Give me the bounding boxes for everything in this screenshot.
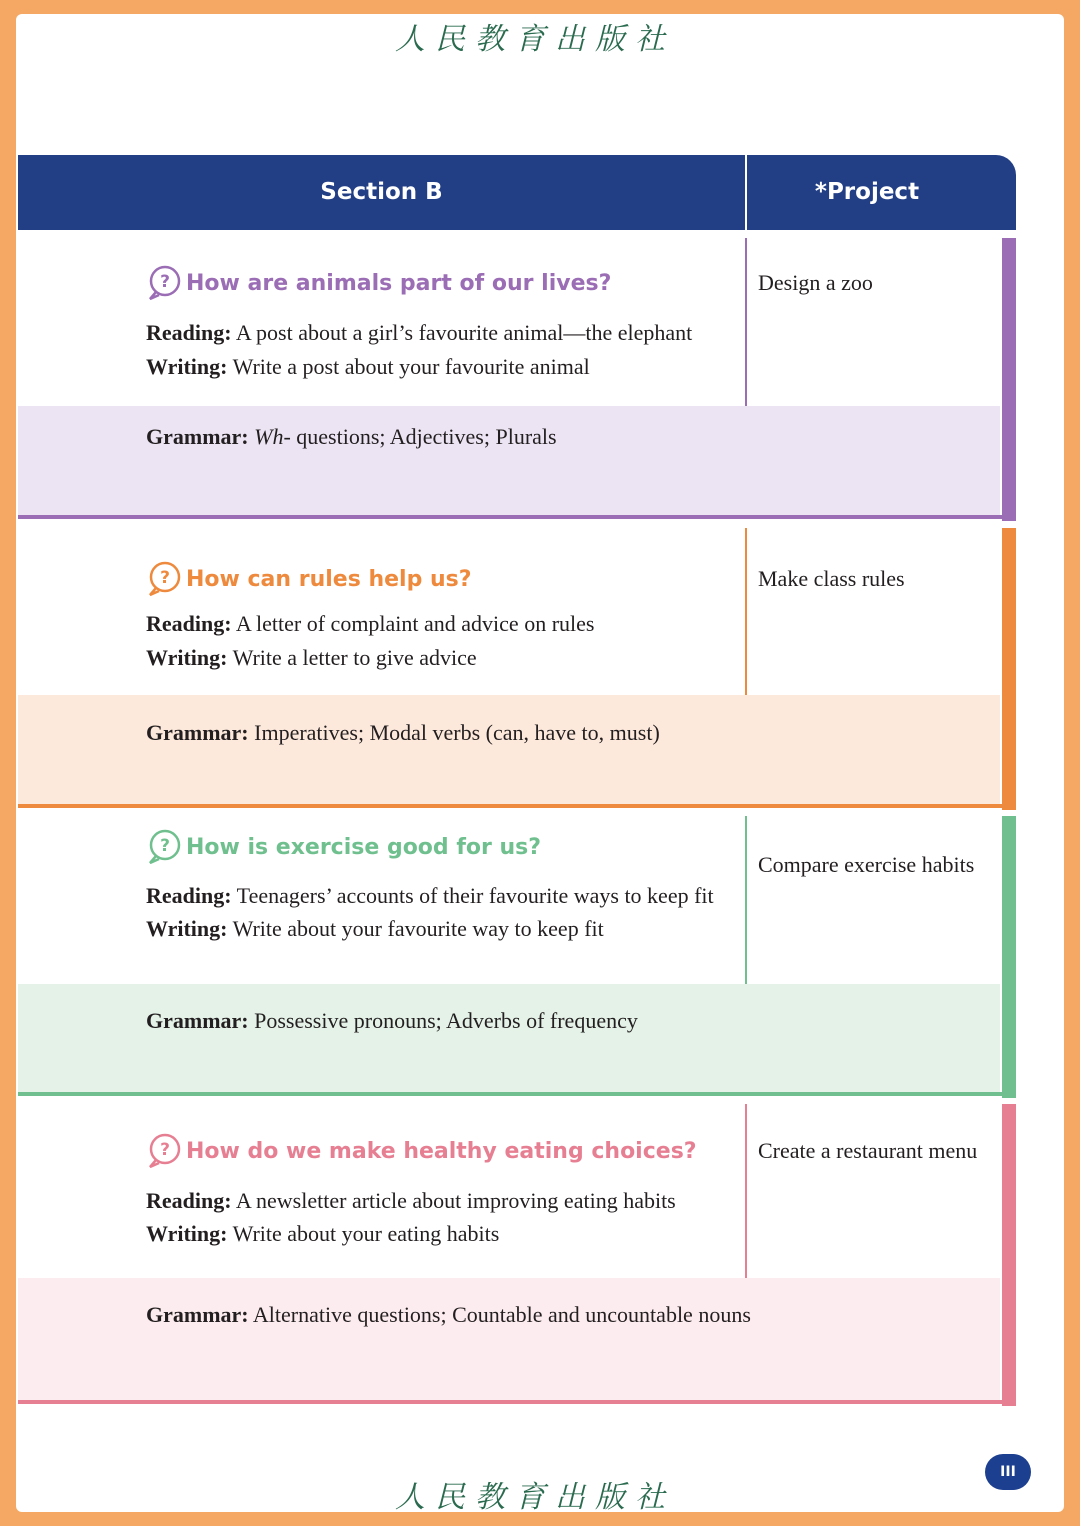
publisher-watermark-top: 人民教育出版社 [395, 22, 675, 57]
project-text: Compare exercise habits [758, 852, 975, 877]
unit-color-bar [1002, 238, 1016, 521]
column-divider [745, 1104, 747, 1278]
reading-line: Reading: A letter of complaint and advice on rules [146, 611, 595, 636]
question-bubble-icon [146, 1132, 182, 1170]
unit-bottom-line [18, 515, 1016, 519]
question-bubble-icon [146, 560, 182, 598]
column-divider [745, 528, 747, 695]
grammar-band [18, 406, 1000, 517]
unit-question: ? How do we make healthy eating choices? [146, 1132, 697, 1170]
unit-row [18, 1104, 1016, 1406]
unit-bottom-line [18, 804, 1016, 808]
unit-row [18, 816, 1016, 1098]
svg-text:?: ? [160, 1140, 170, 1160]
grammar-band [18, 695, 1000, 806]
grammar-band [18, 1278, 1000, 1402]
unit-color-bar [1002, 816, 1016, 1098]
column-divider [745, 238, 747, 406]
svg-text:?: ? [160, 836, 170, 856]
grammar-line: Grammar: Imperatives; Modal verbs (can, have to, must) [146, 720, 660, 745]
grammar-line: Grammar: Wh- questions; Adjectives; Plurals [146, 424, 557, 449]
writing-line: Writing: Write a post about your favourite animal [146, 354, 590, 379]
project-text: Create a restaurant menu [758, 1138, 978, 1163]
unit-row [18, 238, 1016, 521]
column-divider [745, 816, 747, 984]
unit-bottom-line [18, 1092, 1016, 1096]
grammar-line: Grammar: Alternative questions; Countable and uncountable nouns [146, 1302, 751, 1327]
question-bubble-icon [146, 264, 182, 302]
publisher-watermark-bottom: 人民教育出版社 [395, 1480, 675, 1515]
project-text: Make class rules [758, 566, 905, 591]
unit-question: ? How is exercise good for us? [146, 828, 541, 866]
unit-color-bar [1002, 1104, 1016, 1406]
svg-text:?: ? [160, 272, 170, 292]
writing-line: Writing: Write about your favourite way to keep fit [146, 916, 604, 941]
reading-line: Reading: A newsletter article about improving eating habits [146, 1188, 676, 1213]
header-section-b: Section B [320, 179, 443, 205]
unit-question: ? How can rules help us? [146, 560, 472, 598]
writing-line: Writing: Write a letter to give advice [146, 645, 477, 670]
svg-text:?: ? [160, 568, 170, 588]
page-number-badge: III [985, 1454, 1031, 1490]
reading-line: Reading: Teenagers’ accounts of their favourite ways to keep fit [146, 883, 714, 908]
question-bubble-icon [146, 828, 182, 866]
grammar-line: Grammar: Possessive pronouns; Adverbs of frequency [146, 1008, 638, 1033]
unit-color-bar [1002, 528, 1016, 810]
unit-bottom-line [18, 1400, 1016, 1404]
project-text: Design a zoo [758, 270, 873, 295]
unit-question: ? How are animals part of our lives? [146, 264, 611, 302]
reading-line: Reading: A post about a girl’s favourite animal—the elephant [146, 320, 693, 345]
header-project: *Project [814, 179, 920, 205]
unit-row [18, 528, 1016, 810]
grammar-band [18, 984, 1000, 1094]
writing-line: Writing: Write about your eating habits [146, 1221, 500, 1246]
